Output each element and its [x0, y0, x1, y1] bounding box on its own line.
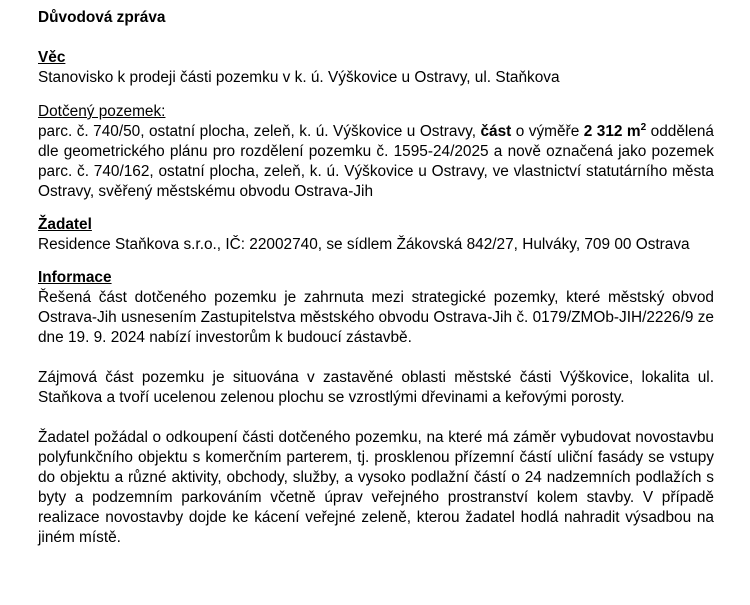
pozemek-text-part2: o výměře [511, 123, 584, 140]
informace-paragraph-2: Zájmová část pozemku je situována v zastavěné oblasti městské části Výškovice, lokalita ul. Staňkova a tvoří ucelenou zelenou plochu se vzrostlými dřevinami a keřovými porosty. [38, 369, 714, 406]
informace-paragraph-1: Řešená část dotčeného pozemku je zahrnuta mezi strategické pozemky, které městský obvod Ostrava-Jih usnesením Zastupitelstva městského obvodu Ostrava-Jih č. 0179/ZMOb-JIH/2226/9 ze dne 19. 9. 2024 nabízí investorům k budoucí zástavbě. [38, 289, 714, 346]
document-page [38, 8, 714, 548]
section-vec [38, 48, 714, 88]
document-title: Důvodová zpráva [38, 9, 166, 26]
pozemek-text-part3: oddělená dle geometrického plánu pro rozdělení pozemku č. 1595-24/2025 a nově označená jako pozemek parc. č. 740/162, ostatní plocha, zeleň, k. ú. Výškovice u Ostravy, ve vlastnictví statutárního města Ostravy, svěřený městskému obvodu Ostrava-Jih [38, 123, 714, 200]
pozemek-area-value: 2 312 m [583, 123, 641, 140]
pozemek-text [38, 122, 714, 202]
heading-dotceny-pozemek: Dotčený pozemek: [38, 103, 166, 120]
heading-informace: Informace [38, 269, 112, 286]
zadatel-text: Residence Staňkova s.r.o., IČ: 22002740, se sídlem Žákovská 842/27, Hulváky, 709 00 Ostrava [38, 236, 690, 253]
heading-vec: Věc [38, 49, 66, 66]
pozemek-area-bold [584, 123, 646, 140]
pozemek-text-part1: parc. č. 740/50, ostatní plocha, zeleň, k. ú. Výškovice u Ostravy, [38, 123, 481, 140]
pozemek-area-superscript: 2 [640, 121, 647, 133]
section-zadatel [38, 215, 714, 255]
section-informace [38, 268, 714, 548]
section-dotceny-pozemek [38, 102, 714, 202]
vec-text: Stanovisko k prodeji části pozemku v k. ú. Výškovice u Ostravy, ul. Staňkova [38, 69, 560, 86]
heading-zadatel: Žadatel [38, 216, 92, 233]
informace-paragraph-3: Žadatel požádal o odkoupení části dotčeného pozemku, na které má záměr vybudovat novostavbu polyfunkčního objektu s komerčním parterem, tj. prosklenou přízemní částí uliční fasády se vstupy do objektu a různé aktivity, obchody, služby, a vysoko podlažní částí o 24 nadzemních podlažích s byty a podzemním parkováním včetně úprav veřejného prostranství kolem stavby. V případě realizace novostavby dojde ke kácení veřejné zeleně, kterou žadatel hodlá nahradit výsadbou na jiném místě. [38, 429, 714, 546]
pozemek-cast-bold: část [480, 123, 512, 140]
